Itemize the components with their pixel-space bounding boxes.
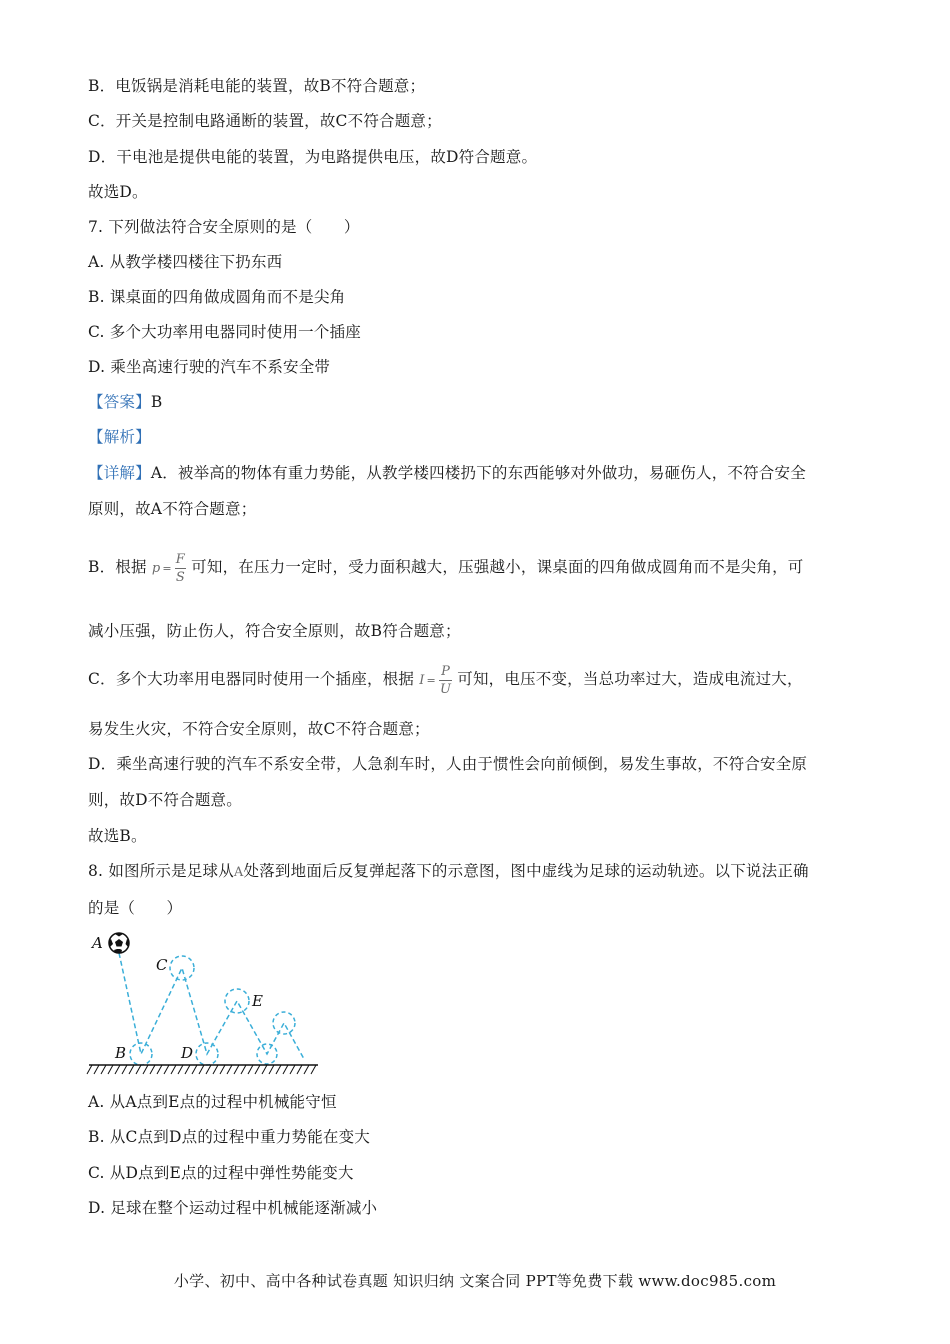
- q8-option-b: B. 从C点到D点的过程中重力势能在变大: [88, 1128, 371, 1146]
- q7-option-d: D. 乘坐高速行驶的汽车不系安全带: [88, 358, 331, 376]
- q7-detail-b-line2: 减小压强，防止伤人，符合安全原则，故B符合题意；: [88, 622, 461, 640]
- q8-stem-line1: [88, 860, 809, 884]
- q7-stem: 7. 下列做法符合安全原则的是（ ）: [88, 218, 360, 236]
- q7-detail-d-line1: D．乘坐高速行驶的汽车不系安全带，人急刹车时，人由于惯性会向前倾倒，易发生事故，不符合安全原: [88, 755, 808, 773]
- q8-option-a: A. 从A点到E点的过程中机械能守恒: [88, 1093, 337, 1111]
- label-b: B: [115, 1044, 127, 1062]
- answer-value: B: [150, 393, 163, 411]
- q7-answer: [88, 391, 162, 413]
- detail-a-text: A．被举高的物体有重力势能，从教学楼四楼扔下的东西能够对外做功，易砸伤人，不符合安全: [150, 464, 806, 482]
- detail-b-pre: B．根据: [88, 558, 147, 576]
- q7-detail-a-line1: [88, 462, 806, 484]
- formula-lhs: p: [151, 560, 161, 576]
- q8-stem-post: 处落到地面后反复弹起落下的示意图，图中虚线为足球的运动轨迹。以下说法正确: [243, 862, 809, 880]
- formula-lhs: I: [419, 672, 425, 688]
- ball-outline-b: [130, 1043, 152, 1065]
- q7-detail-c-line2: 易发生火灾，不符合安全原则，故C不符合题意；: [88, 720, 430, 738]
- pressure-formula: [152, 546, 186, 591]
- q8-stem-point: A: [233, 865, 244, 880]
- label-c: C: [156, 956, 168, 974]
- ground-hatching: [87, 1065, 316, 1074]
- formula-eq: =: [426, 673, 436, 687]
- soccer-ball-icon: [108, 932, 130, 954]
- q8-stem-pre: 8. 如图所示是足球从: [88, 862, 234, 880]
- q7-option-a: A. 从教学楼四楼往下扔东西: [88, 253, 283, 271]
- detail-c-post: 可知，电压不变，当总功率过大，造成电流过大，: [457, 670, 803, 688]
- q7-detail-a-line2: 原则，故A不符合题意；: [88, 500, 257, 518]
- q8-stem-line2: 的是（ ）: [88, 899, 183, 917]
- current-formula: [419, 658, 452, 703]
- ball-trajectory: [119, 953, 304, 1059]
- ball-outline-g: [273, 1012, 295, 1034]
- q7-detail-c-line1: [88, 657, 803, 703]
- q7-analysis-label: 【解析】: [88, 428, 151, 446]
- q6-option-b: B．电饭锅是消耗电能的装置，故B不符合题意；: [88, 77, 426, 95]
- q7-conclusion: 故选B。: [88, 827, 147, 845]
- formula-denominator: U: [439, 682, 452, 697]
- detail-b-post: 可知，在压力一定时，受力面积越大，压强越小，课桌面的四角做成圆角而不是尖角，可: [191, 558, 804, 576]
- q7-option-b: B. 课桌面的四角做成圆角而不是尖角: [88, 288, 346, 306]
- page-footer: 小学、初中、高中各种试卷真题 知识归纳 文案合同 PPT等免费下载 www.doc985.com: [173, 1272, 777, 1290]
- answer-label: 【答案】: [88, 393, 151, 411]
- formula-denominator: S: [175, 570, 185, 585]
- bouncing-ball-figure: [86, 926, 326, 1078]
- q7-detail-b-line1: [88, 545, 803, 591]
- label-a: A: [92, 934, 103, 952]
- formula-eq: =: [162, 561, 172, 575]
- ball-outline-e: [225, 989, 249, 1013]
- detail-c-pre: C．多个大功率用电器同时使用一个插座，根据: [88, 670, 415, 688]
- formula-numerator: F: [175, 552, 186, 567]
- q8-option-d: D. 足球在整个运动过程中机械能逐渐减小: [88, 1199, 378, 1217]
- q7-option-c: C. 多个大功率用电器同时使用一个插座: [88, 323, 361, 341]
- detail-label: 【详解】: [88, 464, 151, 482]
- q8-option-c: C. 从D点到E点的过程中弹性势能变大: [88, 1164, 354, 1182]
- q6-conclusion: 故选D。: [88, 183, 148, 201]
- q7-detail-d-line2: 则，故D不符合题意。: [88, 791, 242, 809]
- label-e: E: [252, 992, 263, 1010]
- formula-numerator: P: [441, 664, 451, 679]
- q6-option-c: C．开关是控制电路通断的装置，故C不符合题意；: [88, 112, 442, 130]
- ball-outline-c: [170, 956, 194, 980]
- label-d: D: [181, 1044, 194, 1062]
- q6-option-d: D．干电池是提供电能的装置，为电路提供电压，故D符合题意。: [88, 148, 538, 166]
